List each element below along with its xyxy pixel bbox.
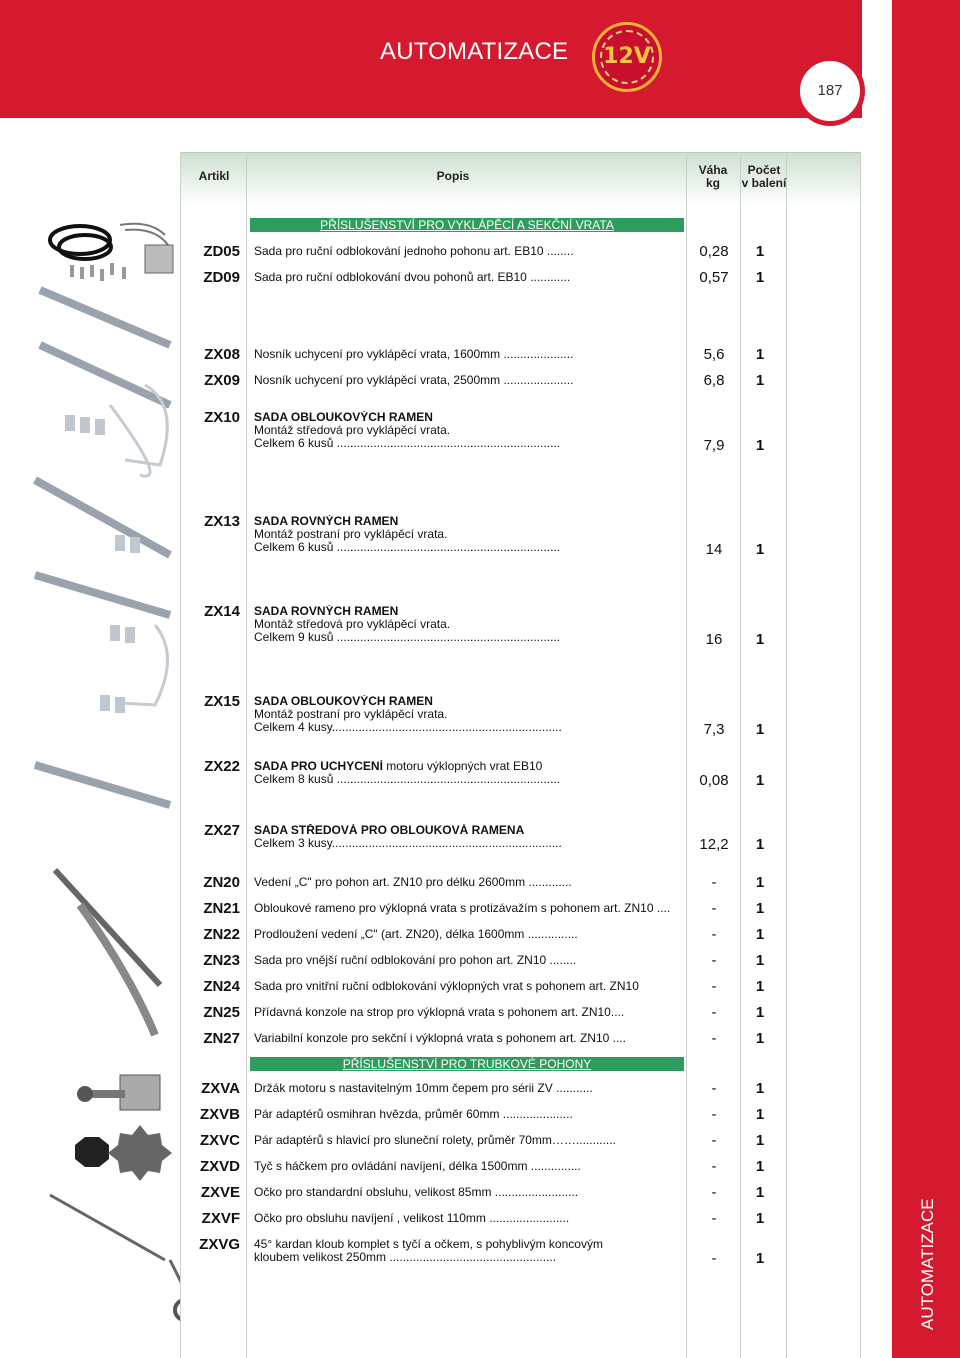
item-line: Vedení „C" pro pohon art. ZN10 pro délku 2600mm ............. xyxy=(254,876,572,889)
item-description xyxy=(254,695,672,734)
item-quantity: 1 xyxy=(755,1210,765,1227)
item-quantity: 1 xyxy=(755,926,765,943)
item-description xyxy=(254,1134,672,1147)
item-description xyxy=(254,954,672,967)
column-divider xyxy=(860,152,861,1358)
item-line: Sada pro ruční odblokování dvou pohonů art. EB10 ............ xyxy=(254,271,571,284)
item-line: Očko pro obsluhu navíjení , velikost 110mm ........................ xyxy=(254,1212,570,1225)
item-quantity: 1 xyxy=(755,541,765,558)
item-line: Montáž postraní pro vyklápěcí vrata. xyxy=(254,708,448,721)
item-code: ZX15 xyxy=(204,693,240,710)
item-description xyxy=(254,1186,672,1199)
item-code: ZX08 xyxy=(204,346,240,363)
col-header-vaha xyxy=(686,164,740,190)
item-quantity: 1 xyxy=(755,772,765,789)
item-title: SADA OBLOUKOVÝCH RAMEN xyxy=(254,695,433,708)
item-description xyxy=(254,824,672,850)
item-code: ZXVB xyxy=(199,1106,240,1123)
item-description xyxy=(254,760,672,786)
item-line: 45° kardan kloub komplet s tyčí a očkem, s pohyblivým koncovým xyxy=(254,1238,603,1251)
item-weight: - xyxy=(711,1158,717,1175)
item-code: ZXVC xyxy=(199,1132,240,1149)
item-quantity: 1 xyxy=(755,372,765,389)
side-strip xyxy=(892,0,960,1358)
item-weight: 5,6 xyxy=(703,346,725,363)
item-quantity: 1 xyxy=(755,269,765,286)
item-weight: - xyxy=(711,1030,717,1047)
item-line: Montáž středová pro vyklápěcí vrata. xyxy=(254,424,451,437)
rails-and-arms-photo xyxy=(30,285,180,865)
item-line: Sada pro ruční odblokování jednoho pohonu art. EB10 ........ xyxy=(254,245,574,258)
item-code: ZXVE xyxy=(200,1184,240,1201)
item-weight: 0,57 xyxy=(699,269,729,286)
item-quantity: 1 xyxy=(755,346,765,363)
item-line: Montáž postraní pro vyklápěcí vrata. xyxy=(254,528,448,541)
crank-rod-photo xyxy=(40,1190,180,1325)
item-line: Pár adaptérů s hlavicí pro sluneční rolety, průměr 70mm……............ xyxy=(254,1134,616,1147)
item-quantity: 1 xyxy=(755,1158,765,1175)
item-weight: - xyxy=(711,1210,717,1227)
item-title: SADA STŘEDOVÁ PRO OBLOUKOVÁ RAMENA xyxy=(254,824,525,837)
item-description xyxy=(254,271,672,284)
item-quantity: 1 xyxy=(755,437,765,454)
item-weight: 7,3 xyxy=(703,721,725,738)
item-weight: 0,28 xyxy=(699,243,729,260)
item-line: Tyč s háčkem pro ovládání navíjení, délka 1500mm ............... xyxy=(254,1160,581,1173)
col-header-vaha-line1: Váha xyxy=(698,163,728,177)
item-quantity: 1 xyxy=(755,1080,765,1097)
item-line: Celkem 3 kusy..................................................................... xyxy=(254,837,562,850)
item-line: Celkem 9 kusů ................................................................... xyxy=(254,631,561,644)
item-code: ZN22 xyxy=(203,926,240,943)
item-line: Obloukové rameno pro výklopná vrata s protizávažím s pohonem art. ZN10 .... xyxy=(254,902,671,915)
item-weight: - xyxy=(711,1250,717,1267)
item-line: kloubem velikost 250mm .................................................. xyxy=(254,1251,557,1264)
item-title: SADA OBLOUKOVÝCH RAMEN xyxy=(254,411,433,424)
item-description xyxy=(254,605,672,644)
item-description xyxy=(254,1032,672,1045)
item-description xyxy=(254,1212,672,1225)
page-number: 187 xyxy=(817,82,843,99)
item-code: ZN25 xyxy=(203,1004,240,1021)
item-line: Montáž středová pro vyklápěcí vrata. xyxy=(254,618,451,631)
item-description xyxy=(254,1006,672,1019)
item-weight: 16 xyxy=(705,631,723,648)
item-line: Celkem 4 kusy..................................................................... xyxy=(254,721,562,734)
item-code: ZX14 xyxy=(204,603,240,620)
item-description xyxy=(254,902,672,915)
item-line: Celkem 6 kusů ................................................................... xyxy=(254,437,561,450)
item-description xyxy=(254,876,672,889)
item-weight: - xyxy=(711,1184,717,1201)
item-title: SADA PRO UCHYCENÍ xyxy=(254,760,383,773)
c-rail-arm-photo xyxy=(40,865,180,1045)
item-code: ZN21 xyxy=(203,900,240,917)
item-title: SADA ROVNÝCH RAMEN xyxy=(254,515,399,528)
item-code: ZN27 xyxy=(203,1030,240,1047)
item-line: Sada pro vnější ruční odblokování pro pohon art. ZN10 ........ xyxy=(254,954,577,967)
item-code: ZX13 xyxy=(204,513,240,530)
column-divider xyxy=(246,152,247,1358)
col-header-vaha-line2: kg xyxy=(705,176,720,190)
item-quantity: 1 xyxy=(755,1132,765,1149)
item-quantity: 1 xyxy=(755,721,765,738)
item-quantity: 1 xyxy=(755,874,765,891)
item-line: Přídavná konzole na strop pro výklopná vrata s pohonem art. ZN10.... xyxy=(254,1006,625,1019)
item-weight: - xyxy=(711,1132,717,1149)
column-divider xyxy=(786,152,787,1358)
item-quantity: 1 xyxy=(755,1184,765,1201)
item-quantity: 1 xyxy=(755,243,765,260)
section-header-gates: PŘÍSLUŠENSTVÍ PRO VYKLÁPĚCÍ A SEKČNÍ VRATA xyxy=(250,218,684,232)
page-number-circle xyxy=(795,56,865,126)
item-weight: 14 xyxy=(705,541,723,558)
col-header-popis: Popis xyxy=(436,169,470,183)
item-code: ZN20 xyxy=(203,874,240,891)
item-line: Celkem 8 kusů ................................................................... xyxy=(254,773,561,786)
item-line: Držák motoru s nastavitelným 10mm čepem pro sérii ZV ........... xyxy=(254,1082,593,1095)
column-divider xyxy=(180,152,181,1358)
item-code: ZXVG xyxy=(199,1236,240,1253)
item-weight: - xyxy=(711,1004,717,1021)
side-label: AUTOMATIZACE xyxy=(918,1198,937,1330)
page-title: AUTOMATIZACE xyxy=(380,38,569,65)
item-description xyxy=(254,1238,672,1264)
item-weight: - xyxy=(711,978,717,995)
item-description xyxy=(254,245,672,258)
item-line: Prodloužení vedení „C" (art. ZN20), délka 1600mm ............... xyxy=(254,928,578,941)
col-header-pocet-line2: v balení xyxy=(741,176,787,190)
column-divider xyxy=(740,152,741,1358)
item-description xyxy=(254,515,672,554)
item-weight: 7,9 xyxy=(703,437,725,454)
item-quantity: 1 xyxy=(755,631,765,648)
item-code: ZXVD xyxy=(199,1158,240,1175)
item-description xyxy=(254,1160,672,1173)
item-line: Nosník uchycení pro vyklápěcí vrata, 2500mm ..................... xyxy=(254,374,574,387)
motor-bracket-photo xyxy=(60,1065,180,1185)
item-description xyxy=(254,1082,672,1095)
item-code: ZX22 xyxy=(204,758,240,775)
item-code: ZN23 xyxy=(203,952,240,969)
item-code: ZN24 xyxy=(203,978,240,995)
item-quantity: 1 xyxy=(755,836,765,853)
item-code: ZD05 xyxy=(203,243,240,260)
item-quantity: 1 xyxy=(755,1004,765,1021)
item-weight: - xyxy=(711,926,717,943)
item-weight: 12,2 xyxy=(699,836,729,853)
item-weight: - xyxy=(711,1106,717,1123)
item-line: Pár adaptérů osmihran hvězda, průměr 60mm ..................... xyxy=(254,1108,573,1121)
item-description xyxy=(254,374,672,387)
item-code: ZX10 xyxy=(204,409,240,426)
item-code: ZX09 xyxy=(204,372,240,389)
item-quantity: 1 xyxy=(755,1250,765,1267)
item-code: ZXVF xyxy=(201,1210,240,1227)
product-table xyxy=(180,152,860,1358)
item-weight: 0,08 xyxy=(699,772,729,789)
item-weight: - xyxy=(711,1080,717,1097)
item-code: ZXVA xyxy=(201,1080,240,1097)
item-quantity: 1 xyxy=(755,900,765,917)
item-quantity: 1 xyxy=(755,1106,765,1123)
item-weight: 6,8 xyxy=(703,372,725,389)
item-quantity: 1 xyxy=(755,952,765,969)
col-header-artikl: Artikl xyxy=(198,169,230,183)
item-quantity: 1 xyxy=(755,978,765,995)
item-description xyxy=(254,980,672,993)
item-line: Očko pro standardní obsluhu, velikost 85mm ......................... xyxy=(254,1186,579,1199)
col-header-pocet-line1: Počet xyxy=(747,163,781,177)
badge-main-text: 12V xyxy=(603,44,651,69)
item-description xyxy=(254,411,672,450)
item-description xyxy=(254,1108,672,1121)
item-description xyxy=(254,348,672,361)
item-title: SADA ROVNÝCH RAMEN xyxy=(254,605,399,618)
item-weight: - xyxy=(711,952,717,969)
item-line: Nosník uchycení pro vyklápěcí vrata, 1600mm ..................... xyxy=(254,348,574,361)
col-header-pocet xyxy=(736,164,792,190)
item-weight: - xyxy=(711,874,717,891)
section-header-tubular: PŘÍSLUŠENSTVÍ PRO TRUBKOVÉ POHONY xyxy=(250,1057,684,1071)
item-code: ZD09 xyxy=(203,269,240,286)
item-code: ZX27 xyxy=(204,822,240,839)
item-weight: - xyxy=(711,900,717,917)
item-line: Variabilní konzole pro sekční i výklopná vrata s pohonem art. ZN10 .... xyxy=(254,1032,626,1045)
item-title-suffix: motoru výklopných vrat EB10 xyxy=(382,760,543,773)
item-line: Celkem 6 kusů ................................................................... xyxy=(254,541,561,554)
item-description xyxy=(254,928,672,941)
item-line: Sada pro vnitřní ruční odblokování výklopných vrat s pohonem art. ZN10 xyxy=(254,980,639,993)
column-divider xyxy=(686,152,687,1358)
12v-badge-logo xyxy=(592,22,662,92)
item-quantity: 1 xyxy=(755,1030,765,1047)
